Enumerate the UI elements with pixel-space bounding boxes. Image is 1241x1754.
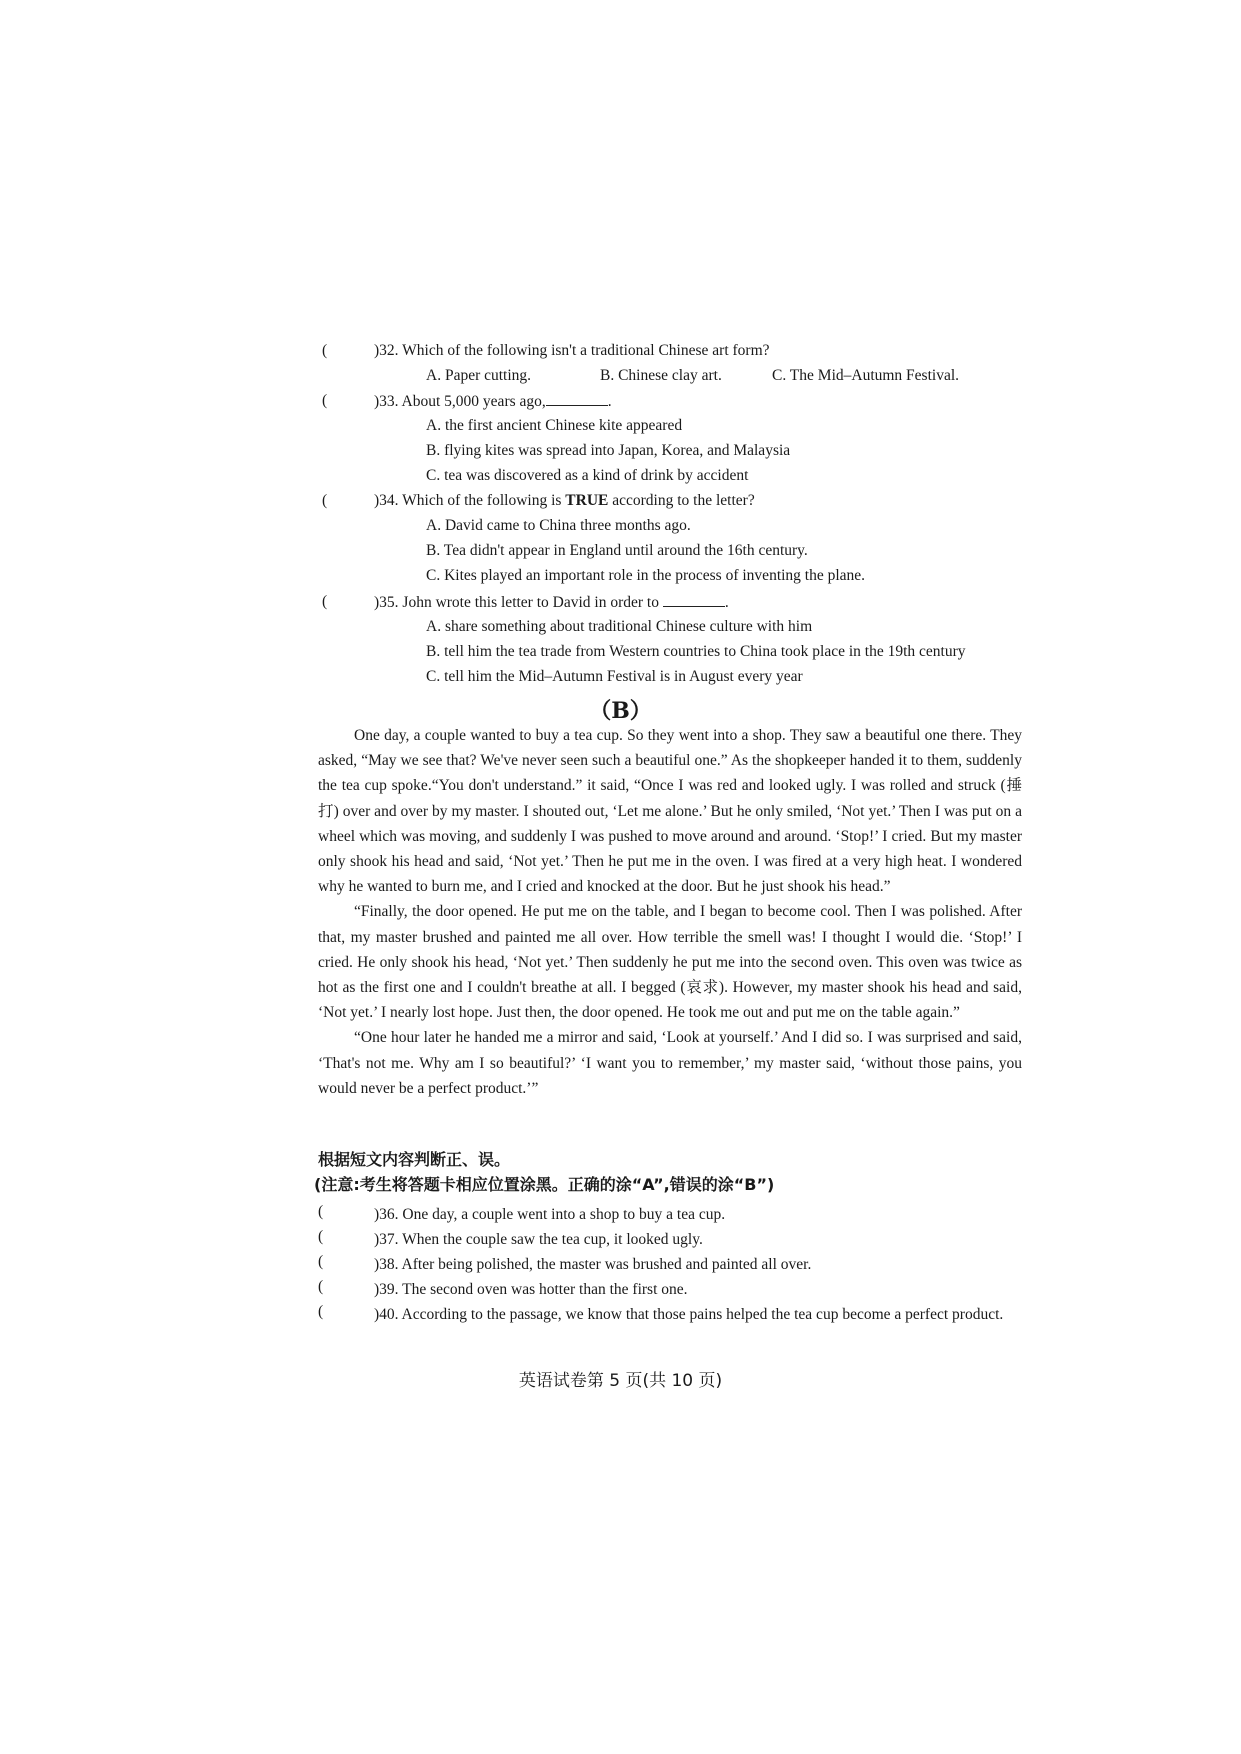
passage-paragraph: “One hour later he handed me a mirror and said, ‘Look at yourself.’ And I did so. I was surprised and said, ‘That's not me. Why am I so beautiful?’ ‘I want you to remember,’ my master said, ‘without those pains, you would never be a perfect product.’” (318, 1029, 1022, 1097)
question-stem: )38. After being polished, the master was brushed and painted all over. (374, 1256, 812, 1273)
option-c: C. Kites played an important role in the process of inventing the plane. (426, 567, 866, 584)
answer-blank (663, 592, 725, 607)
option-b: B. Tea didn't appear in England until around the 16th century. (426, 542, 808, 559)
question-stem: )34. Which of the following is TRUE according to the letter? (374, 492, 755, 509)
option-a: A. share something about traditional Chinese culture with him (426, 618, 813, 635)
option-a: A. David came to China three months ago. (426, 517, 691, 534)
instruction-heading: 根据短文内容判断正、误。 (318, 1150, 511, 1169)
option-c: C. The Mid–Autumn Festival. (772, 367, 960, 384)
section-title: （B） (589, 698, 652, 724)
option-b: B. tell him the tea trade from Western countries to China took place in the 19th century (426, 643, 966, 660)
answer-paren[interactable]: ( (318, 1253, 324, 1270)
option-a: A. the first ancient Chinese kite appeared (426, 417, 683, 434)
question-stem: )37. When the couple saw the tea cup, it looked ugly. (374, 1231, 703, 1248)
answer-paren[interactable]: ( (322, 342, 328, 359)
option-c: C. tea was discovered as a kind of drink by accident (426, 467, 749, 484)
page-footer: 英语试卷第 5 页(共 10 页) (518, 1371, 723, 1391)
answer-paren[interactable]: ( (322, 392, 328, 409)
answer-paren[interactable]: ( (318, 1228, 324, 1245)
answer-paren[interactable]: ( (318, 1203, 324, 1220)
reading-passage (318, 723, 1022, 1101)
option-b: B. Chinese clay art. (600, 367, 722, 384)
emphasis-true: TRUE (565, 492, 609, 509)
option-b: B. flying kites was spread into Japan, Korea, and Malaysia (426, 442, 791, 459)
question-stem: )40. According to the passage, we know that those pains helped the tea cup become a perfect product. (374, 1306, 1004, 1323)
option-c: C. tell him the Mid–Autumn Festival is in August every year (426, 668, 803, 685)
passage-paragraph: One day, a couple wanted to buy a tea cup. So they went into a shop. They saw a beautiful one there. They asked, “May we see that? We've never seen such a beautiful one.” As the shopkeeper handed it to them, suddenly the tea cup spoke.“You don't understand.” it said, “Once I was red and looked ugly. I was rolled and struck (捶打) over and over by my master. I shouted out, ‘Let me alone.’ But he only smiled, ‘Not yet.’ Then I was put on a wheel which was moving, and suddenly I was pushed to move around and around. ‘Stop!’ I cried. But my master only shook his head and said, ‘Not yet.’ Then he put me in the oven. I was fired at a very high heat. I wondered why he wanted to burn me, and I cried and knocked at the door. But he just shook his head.” (318, 727, 1022, 896)
question-stem: )36. One day, a couple went into a shop to buy a tea cup. (374, 1206, 726, 1223)
question-stem: )35. John wrote this letter to David in order to . (374, 594, 729, 611)
question-stem: )33. About 5,000 years ago, . (374, 393, 612, 410)
question-stem: )32. Which of the following isn't a traditional Chinese art form? (374, 342, 770, 359)
instruction-note: (注意:考生将答题卡相应位置涂黑。正确的涂“A”,错误的涂“B”) (314, 1175, 775, 1194)
question-stem: )39. The second oven was hotter than the first one. (374, 1281, 688, 1298)
answer-paren[interactable]: ( (318, 1303, 324, 1320)
answer-blank (546, 391, 608, 406)
option-a: A. Paper cutting. (426, 367, 532, 384)
answer-paren[interactable]: ( (322, 492, 328, 509)
passage-paragraph: “Finally, the door opened. He put me on the table, and I began to become cool. Then I was polished. After that, my master brushed and painted me all over. How terrible the smell was! I thought I would die. ‘Stop!’ I cried. He only shook his head, ‘Not yet.’ Then suddenly he put me into the second oven. This oven was twice as hot as the first one and I couldn't breathe at all. I begged (哀求). However, my master shook his head and said, ‘Not yet.’ I nearly lost hope. Just then, the door opened. He took me out and put me on the table again.” (318, 903, 1022, 1022)
answer-paren[interactable]: ( (318, 1278, 324, 1295)
answer-paren[interactable]: ( (322, 593, 328, 610)
